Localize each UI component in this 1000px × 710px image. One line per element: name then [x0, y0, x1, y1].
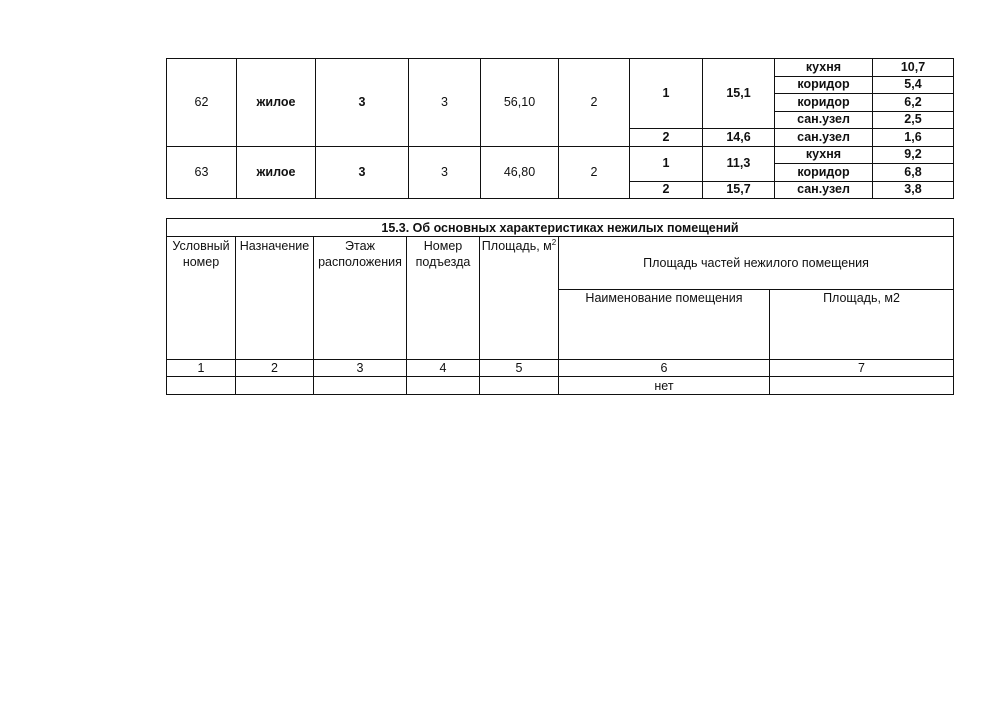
part-area: 3,8	[873, 181, 954, 199]
part-area: 10,7	[873, 59, 954, 77]
part-name: сан.узел	[775, 111, 873, 129]
residential-table	[166, 58, 954, 199]
header-floor	[314, 237, 407, 360]
room-area: 15,7	[703, 181, 775, 199]
room-number: 1	[630, 59, 703, 129]
apt-rooms: 2	[559, 146, 630, 199]
header-area-label: Площадь, м	[481, 239, 552, 253]
apt-floor: 3	[316, 59, 409, 147]
table-title-row	[167, 219, 954, 237]
apt-entrance: 3	[409, 146, 481, 199]
section-title: 15.3. Об основных характеристиках нежилых помещений	[167, 219, 954, 237]
header-cond-number-l1: Условный	[172, 239, 230, 253]
header-cond-number	[167, 237, 236, 360]
apt-purpose: жилое	[237, 146, 316, 199]
header-part-name: Наименование помещения	[559, 290, 770, 360]
part-name: кухня	[775, 146, 873, 164]
apt-floor: 3	[316, 146, 409, 199]
part-name: коридор	[775, 94, 873, 112]
part-area: 2,5	[873, 111, 954, 129]
header-parts: Площадь частей нежилого помещения	[559, 237, 954, 290]
table-row	[167, 146, 954, 164]
header-area	[480, 237, 559, 360]
room-number: 2	[630, 129, 703, 147]
table-row	[167, 377, 954, 395]
empty-cell	[167, 377, 236, 395]
empty-value: нет	[559, 377, 770, 395]
column-number: 3	[314, 360, 407, 377]
apt-rooms: 2	[559, 59, 630, 147]
room-area: 14,6	[703, 129, 775, 147]
part-name: кухня	[775, 59, 873, 77]
header-entrance	[407, 237, 480, 360]
empty-cell	[770, 377, 954, 395]
header-purpose: Назначение	[236, 237, 314, 360]
part-area: 9,2	[873, 146, 954, 164]
part-name: коридор	[775, 164, 873, 182]
header-cond-number-l2: номер	[182, 255, 220, 269]
column-number: 6	[559, 360, 770, 377]
apt-entrance: 3	[409, 59, 481, 147]
room-area: 15,1	[703, 59, 775, 129]
column-number: 2	[236, 360, 314, 377]
room-number: 1	[630, 146, 703, 181]
room-number: 2	[630, 181, 703, 199]
column-number: 5	[480, 360, 559, 377]
table-header-row	[167, 237, 954, 290]
empty-cell	[480, 377, 559, 395]
apt-purpose: жилое	[237, 59, 316, 147]
empty-cell	[236, 377, 314, 395]
header-area-sup: 2	[551, 237, 557, 247]
part-area: 6,2	[873, 94, 954, 112]
part-name: сан.узел	[775, 129, 873, 147]
room-area: 11,3	[703, 146, 775, 181]
header-part-area: Площадь, м2	[770, 290, 954, 360]
column-number: 4	[407, 360, 480, 377]
header-entrance-l1: Номер	[423, 239, 463, 253]
table-row	[167, 59, 954, 77]
column-number-row	[167, 360, 954, 377]
part-name: коридор	[775, 76, 873, 94]
part-area: 1,6	[873, 129, 954, 147]
part-area: 5,4	[873, 76, 954, 94]
apt-area: 56,10	[481, 59, 559, 147]
header-entrance-l2: подъезда	[415, 255, 471, 269]
apt-number: 62	[167, 59, 237, 147]
header-floor-l2: расположения	[318, 255, 402, 269]
empty-cell	[314, 377, 407, 395]
apt-number: 63	[167, 146, 237, 199]
nonresidential-table	[166, 218, 954, 395]
header-floor-l1: Этаж	[345, 239, 375, 253]
part-name: сан.узел	[775, 181, 873, 199]
empty-cell	[407, 377, 480, 395]
column-number: 1	[167, 360, 236, 377]
apt-area: 46,80	[481, 146, 559, 199]
part-area: 6,8	[873, 164, 954, 182]
column-number: 7	[770, 360, 954, 377]
